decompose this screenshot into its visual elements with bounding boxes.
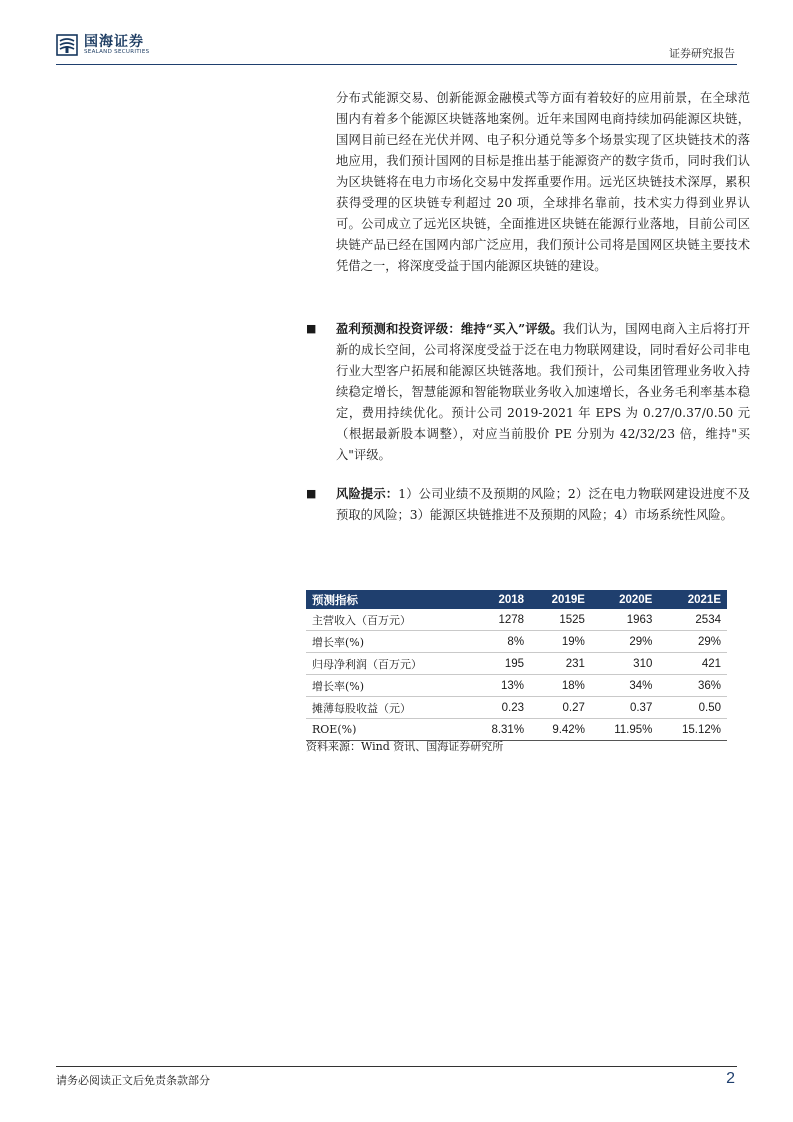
table-cell: 34% (591, 675, 658, 697)
table-header-cell: 2019E (530, 590, 591, 609)
table-cell: 0.27 (530, 697, 591, 719)
table-cell: 0.23 (470, 697, 530, 719)
risk-text: 1）公司业绩不及预期的风险；2）泛在电力物联网建设进度不及预取的风险；3）能源区块链推进不及预期的风险；4）市场系统性风险。 (336, 487, 750, 522)
table-cell: 2534 (658, 609, 727, 631)
brand-name-cn: 国海证券 (84, 33, 144, 50)
table-cell: 18% (530, 675, 591, 697)
body-paragraph-rating (336, 318, 750, 466)
table-cell: 主营收入（百万元） (306, 609, 470, 631)
forecast-table (306, 590, 727, 741)
table-header-cell: 预测指标 (306, 590, 470, 609)
header-divider (56, 64, 737, 65)
table-cell: 15.12% (658, 719, 727, 741)
page-number: 2 (726, 1070, 735, 1087)
table-cell: 1525 (530, 609, 591, 631)
body-paragraph-blockchain: 分布式能源交易、创新能源金融模式等方面有着较好的应用前景，在全球范围内有着多个能源区块链落地案例。近年来国网电商持续加码能源区块链，国网目前已经在光伏并网、电子积分通兑等多个场景实现了区块链技术的落地应用，我们预计国网的目标是推出基于能源资产的数字货币，同时我们认为区块链将在电力市场化交易中发挥重要作用。远光区块链技术深厚，累积获得受理的区块链专利超过 20 项，全球排名靠前，技术实力得到业界认可。公司成立了远光区块链，全面推进区块链在能源行业落地，目前公司区块链产品已经在国网内部广泛应用，我们预计公司将是国网区块链主要技术凭借之一，将深度受益于国内能源区块链的建设。 (336, 91, 750, 273)
table-cell: ROE(%) (306, 719, 470, 741)
table-cell: 11.95% (591, 719, 658, 741)
disclaimer-note: 请务必阅读正文后免责条款部分 (56, 1074, 210, 1087)
table-cell: 29% (658, 631, 727, 653)
table-cell: 195 (470, 653, 530, 675)
sealand-logo-icon (56, 34, 78, 56)
table-row (306, 697, 727, 719)
bullet-square-icon: ■ (306, 322, 317, 335)
table-cell: 0.37 (591, 697, 658, 719)
table-cell: 摊薄每股收益（元） (306, 697, 470, 719)
table-row (306, 631, 727, 653)
body-paragraph-risk (336, 483, 750, 526)
table-source-note: 资料来源：Wind 资讯、国海证券研究所 (306, 740, 504, 753)
table-header-cell: 2021E (658, 590, 727, 609)
table-cell: 增长率(%) (306, 631, 470, 653)
table-cell: 归母净利润（百万元） (306, 653, 470, 675)
bullet-square-icon: ■ (306, 487, 317, 500)
table-cell: 增长率(%) (306, 675, 470, 697)
table-cell: 36% (658, 675, 727, 697)
table-cell: 0.50 (658, 697, 727, 719)
table-cell: 231 (530, 653, 591, 675)
table-row (306, 653, 727, 675)
table-cell: 421 (658, 653, 727, 675)
table-cell: 29% (591, 631, 658, 653)
report-type-label: 证券研究报告 (669, 47, 735, 60)
table-cell: 8.31% (470, 719, 530, 741)
brand-logo (56, 34, 149, 56)
risk-lead: 风险提示： (336, 486, 399, 501)
footer-divider (56, 1066, 737, 1067)
table-cell: 9.42% (530, 719, 591, 741)
rating-lead: 盈利预测和投资评级：维持“买入”评级。 (336, 321, 563, 336)
table-row (306, 675, 727, 697)
table-cell: 1278 (470, 609, 530, 631)
table-cell: 310 (591, 653, 658, 675)
table-header-cell: 2018 (470, 590, 530, 609)
table-cell: 8% (470, 631, 530, 653)
table-header-cell: 2020E (591, 590, 658, 609)
table-cell: 13% (470, 675, 530, 697)
page-header (56, 30, 737, 64)
table-header-row (306, 590, 727, 609)
table-row (306, 609, 727, 631)
table-cell: 19% (530, 631, 591, 653)
rating-text: 我们认为，国网电商入主后将打开新的成长空间，公司将深度受益于泛在电力物联网建设，同时看好公司非电行业大型客户拓展和能源区块链落地。我们预计，公司集团管理业务收入持续稳定增长，智慧能源和智能物联业务收入加速增长，各业务毛利率基本稳定，费用持续优化。预计公司 2019-2021 年 EPS 为 0.27/0.37/0.50 元（根据最新股本调整），对应当前股价 PE 分别为 42/32/23 倍，维持"买入"评级。 (336, 322, 750, 462)
brand-name-en: SEALAND SECURITIES (84, 48, 150, 55)
table-cell: 1963 (591, 609, 658, 631)
